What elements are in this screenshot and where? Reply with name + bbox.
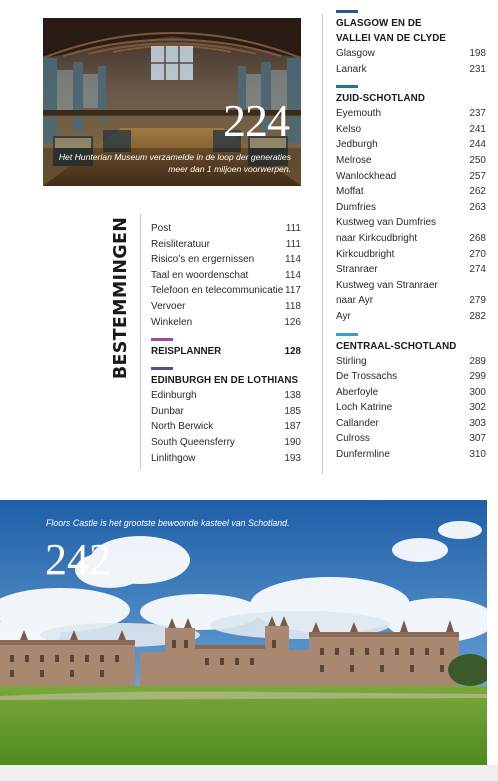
toc-entry[interactable]: Stirling 289: [336, 355, 486, 367]
toc-entry[interactable]: Kustweg van Dumfries: [336, 217, 437, 229]
toc-entry[interactable]: Kustweg van Stranraer: [336, 279, 438, 291]
centraal-schotland-section: [336, 333, 486, 463]
toc-entry[interactable]: Dumfries 263: [336, 201, 486, 213]
toc-entry[interactable]: Kelso 241: [336, 123, 486, 135]
zuid-schotland-section: [336, 85, 486, 324]
toc-entry[interactable]: Kirkcudbright 270: [336, 248, 486, 260]
toc-entry[interactable]: Melrose 250: [336, 154, 486, 166]
castle-caption: Floors Castle is het grootste bewoonde kasteel van Schotland.: [46, 518, 290, 528]
column-divider-left: [140, 214, 141, 470]
glasgow-section-title-line2: VALLEI VAN DE CLYDE: [336, 33, 447, 44]
toc-entry[interactable]: Aberfoyle 300: [336, 386, 486, 398]
zuid-schotland-title: ZUID-SCHOTLAND: [336, 93, 426, 105]
section-color-bar: [151, 367, 173, 370]
toc-entry[interactable]: Lanark 231: [336, 63, 486, 75]
toc-entry[interactable]: Post 111: [151, 223, 301, 234]
page-bottom-band: [0, 765, 498, 781]
toc-entry[interactable]: South Queensferry 190: [151, 436, 301, 448]
toc-entry[interactable]: Jedburgh 244: [336, 139, 486, 151]
toc-entry[interactable]: Glasgow 198: [336, 48, 486, 59]
toc-entry[interactable]: naar Kirkcudbright 268: [336, 232, 486, 244]
toc-entry[interactable]: Edinburgh 138: [151, 390, 301, 402]
glasgow-section: [336, 10, 486, 77]
toc-entry[interactable]: Moffat 262: [336, 186, 486, 198]
toc-entry[interactable]: Risico’s en ergernissen 114: [151, 254, 301, 266]
toc-entry[interactable]: Callander 303: [336, 417, 486, 429]
toc-entry[interactable]: Vervoer 118: [151, 300, 301, 312]
toc-entry[interactable]: Wanlockhead 257: [336, 170, 486, 182]
bestemmingen-label: BESTEMMINGEN: [111, 216, 131, 380]
edinburgh-section: [151, 367, 301, 466]
toc-entry[interactable]: Culross 307: [336, 433, 486, 445]
toc-entry[interactable]: Loch Katrine 302: [336, 402, 486, 414]
floors-castle-photo: [0, 500, 487, 765]
toc-entry[interactable]: Taal en woordenschat 114: [151, 269, 301, 281]
hunterian-museum-photo: [43, 18, 301, 186]
toc-entry[interactable]: Dunfermline 310: [336, 449, 486, 461]
centraal-schotland-title: CENTRAAL-SCHOTLAND: [336, 340, 457, 352]
section-color-bar: [336, 85, 358, 88]
toc-entry[interactable]: naar Ayr 279: [336, 295, 486, 307]
museum-page-number: 224: [223, 95, 289, 146]
toc-entry[interactable]: Telefoon en telecommunicatie 117: [151, 285, 301, 297]
glasgow-section-title-line1: GLASGOW EN DE: [336, 18, 422, 29]
toc-entry[interactable]: De Trossachs 299: [336, 371, 486, 383]
section-color-bar: [151, 338, 173, 341]
edinburgh-section-title: EDINBURGH EN DE LOTHIANS: [151, 375, 299, 387]
museum-caption: Het Hunterian Museum verzamelde in de loop der generaties meer dan 1 miljoen voorwerpen.: [58, 152, 291, 174]
column-divider-right: [322, 14, 323, 474]
section-color-bar: [336, 333, 358, 336]
toc-entry[interactable]: Eyemouth 237: [336, 108, 486, 120]
section-heading-vertical: [108, 214, 134, 382]
toc-entry[interactable]: Dunbar 185: [151, 405, 301, 417]
toc-entry[interactable]: Ayr 282: [336, 310, 486, 322]
castle-page-number: 242: [45, 535, 111, 584]
section-color-bar: [336, 10, 358, 13]
toc-column-1: [151, 221, 301, 466]
practical-info-list: [151, 221, 301, 330]
reisplanner-section: [151, 338, 301, 359]
toc-entry[interactable]: Reisliteratuur 111: [151, 238, 301, 250]
toc-entry[interactable]: Linlithgow 193: [151, 452, 301, 464]
toc-entry[interactable]: Stranraer 274: [336, 264, 486, 276]
toc-entry[interactable]: Winkelen 126: [151, 316, 301, 328]
reisplanner-entry[interactable]: REISPLANNER 128: [151, 346, 301, 358]
toc-column-2: [336, 10, 486, 463]
toc-entry[interactable]: North Berwick 187: [151, 421, 301, 433]
